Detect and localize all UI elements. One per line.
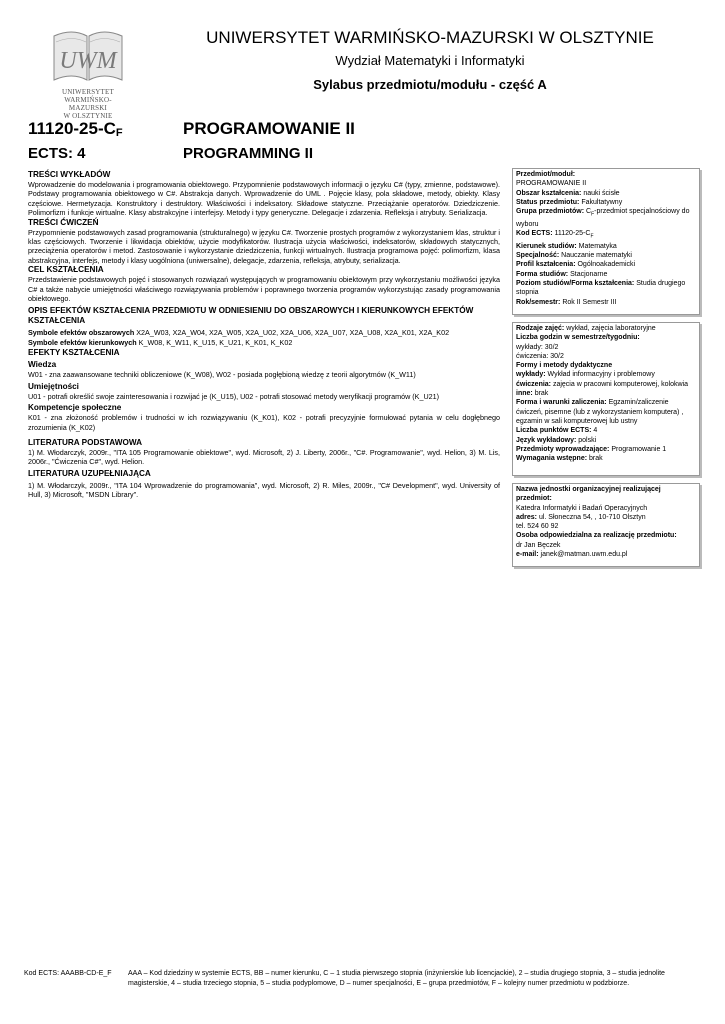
unit-info-box — [512, 483, 700, 567]
outcomes-heading: EFEKTY KSZTAŁCENIA — [28, 348, 120, 358]
supplementary-literature-text: 1) M. Włodarczyk, 2009r., "ITA 104 Wprowadzenie do programowania", wyd. Microsoft, 2) R. Miles, 2009r., "C# Development", wyd. University of Hull, 3) Microsoft, "MSDN Library". — [28, 480, 500, 500]
exercises-hours: ćwiczenia: 30/2 — [516, 352, 564, 360]
course-ects: ECTS: 4 — [28, 145, 86, 162]
competences-heading: Kompetencje społeczne — [28, 403, 122, 413]
status-row: Status przedmiotu: Fakultatywny — [516, 198, 623, 206]
responsible-label: Osoba odpowiedzialna za realizację przedmiotu: — [516, 532, 677, 540]
outcomes-description-heading: OPIS EFEKTÓW KSZTAŁCENIA PRZEDMIOTU W ODNIESIENIU DO OBSZAROWYCH I KIERUNKOWYCH EFEKTÓW KSZTAŁCENIA — [28, 306, 474, 326]
svg-text:UWM: UWM — [59, 48, 117, 74]
requirements-row: Wymagania wstępne: brak — [516, 455, 603, 463]
course-title-pl: PROGRAMOWANIE II — [183, 119, 355, 138]
logo-text-3: W OLSZTYNIE — [63, 112, 113, 120]
syllabus-title: Sylabus przedmiotu/modułu - część A — [313, 77, 547, 92]
level-row: Poziom studiów/Forma kształcenia: Studia drugiego stopnia — [516, 280, 686, 297]
ects-code-row: Kod ECTS: $11120-25-C_F$ — [516, 230, 594, 240]
group-row: Grupa przedmiotów: $C_F$-przedmiot specjalnościowy do wyboru — [516, 208, 690, 228]
address-row: adres: ul. Słoneczna 54, , 10-710 Olsztyn — [516, 513, 646, 521]
lectures-text: Wprowadzenie do modelowania i programowania obiektowego. Przypomnienie podstawowych informacji o języku C# (typy, zmienne, podstawowe). Podstawy programowania obiektowego w C#. Abstrakcja danych. Wprowadzenie do UML . Pojęcie klasy, pola składowe, metody, obiekty. Klasy częściowe. Hermetyzacja. Konstruktory i destruktory. Właściwości i indeksatory. Składowe statyczne. Przeciążanie operatorów. Dziedziczenie. Polimorfizm i funkcje wirtualne. Klasy abstrakcyjne i interfejsy. Metody i typy generyczne. Delegacje i zdarzenia. Refleksja i atrybuty. Serializacja. — [28, 180, 500, 218]
field-row: Kierunek studiów: Matematyka — [516, 242, 617, 250]
unit-label: Nazwa jednostki organizacyjnej realizującej przedmiot: — [516, 486, 661, 503]
goal-text: Przedstawienie podstawowych pojęć i stosowanych rozwiązań występujących w programowaniu obiektowym przy wykorzystaniu możliwości języka C# a także nabycie umiejętności właściwego rozwiązywania problemów i poprawnego tworzenia programów wykorzystując zasady programowania obiektowego. — [28, 275, 500, 304]
skills-text: U01 - potrafi określić swoje zainteresowania i rozwijać je (K_U15), U02 - potrafi stosować metody weryfikacji programów (K_U21) — [28, 391, 440, 401]
basic-literature-heading: LITERATURA PODSTAWOWA — [28, 437, 143, 447]
language-row: Język wykładowy: polski — [516, 436, 597, 444]
study-form-row: Forma studiów: Stacjonarne — [516, 270, 608, 278]
knowledge-text: W01 - zna zaawansowane techniki obliczeniowe (K_W08), W02 - posiada pogłębioną wiedzę z teorii algorytmów (K_W11) — [28, 370, 416, 380]
unit-name: Katedra Informatyki i Badań Operacyjnych — [516, 504, 648, 512]
faculty-name: Wydział Matematyki i Informatyki — [335, 53, 525, 68]
exercises-heading: TREŚCI ĆWICZEŃ — [28, 217, 99, 227]
subject-row: Przedmiot/moduł: — [516, 171, 576, 178]
field-symbols: Symbole efektów kierunkowych K_W08, K_W11, K_U15, K_U21, K_K01, K_K02 — [28, 337, 293, 347]
lecture-method-row: wykłady: Wykład informacyjny i problemowy — [516, 371, 655, 379]
email-row: e-mail: janek@matman.uwm.edu.pl — [516, 551, 628, 559]
assessment-row: Forma i warunki zaliczenia: Egzamin/zaliczenie ćwiczeń, pisemne (lub z wykorzystaniem komputera) , egzamin w sali komputerowej lub ustny — [516, 399, 684, 425]
subject-value: PROGRAMOWANIE II — [516, 180, 587, 188]
main-content — [28, 170, 500, 500]
methods-row: Formy i metody dydaktyczne — [516, 362, 613, 370]
basic-literature-text: 1) M. Włodarczyk, 2009r., "ITA 105 Programowanie obiektowe", wyd. Microsoft, 2) J. Liberty, 2006r., "C#. Programowanie", wyd. Helion, 3) M. Lis, 2006r., "Ćwiczenia C#", wyd. Helion. — [28, 447, 500, 467]
profile-row: Profil kształcenia: Ogólnoakademicki — [516, 261, 636, 269]
other-method-row: inne: brak — [516, 390, 549, 398]
area-row: Obszar kształcenia: nauki ścisłe — [516, 189, 620, 197]
skills-heading: Umiejętności — [28, 381, 79, 391]
lectures-heading: TREŚCI WYKŁADÓW — [28, 170, 111, 179]
logo-text-1: UNIWERSYTET — [62, 88, 114, 96]
course-code: $11120-25-C_F$ — [28, 119, 123, 139]
footer-code-format: Kod ECTS: AAABB-CD-E_F — [24, 970, 112, 977]
knowledge-heading: Wiedza — [28, 360, 57, 370]
course-title-en: PROGRAMMING II — [183, 145, 313, 162]
lectures-hours: wykłady: 30/2 — [516, 343, 559, 351]
university-logo — [48, 22, 128, 120]
year-row: Rok/semestr: Rok II Semestr III — [516, 298, 617, 306]
responsible-name: dr Jan Bęczek — [516, 541, 561, 549]
classes-info-box — [512, 322, 700, 476]
ects-points-row: Liczba punktów ECTS: 4 — [516, 427, 598, 435]
exercise-method-row: ćwiczenia: zajęcia w pracowni komputerowej, kolokwia — [516, 380, 688, 388]
hours-row: Liczba godzin w semestrze/tygodniu: — [516, 334, 640, 342]
specialty-row: Specjalność: Nauczanie matematyki — [516, 252, 632, 260]
course-info-box — [512, 168, 700, 315]
area-symbols: Symbole efektów obszarowych X2A_W03, X2A_W04, X2A_W05, X2A_U02, X2A_U06, X2A_U07, X2A_U08, X2A_K01, X2A_K02 — [28, 328, 450, 338]
class-types-row: Rodzaje zajęć: wykład, zajęcia laboratoryjne — [516, 325, 656, 332]
footer-legend: AAA – Kod dziedziny w systemie ECTS, BB – numer kierunku, C – 1 studia pierwszego stopnia (inżynierskie lub licencjackie), 2 – studia drugiego stopnia, 3 – studia jednolite magisterskie, 4 – studia trzeciego stopnia, 5 – studia podyplomowe, D – numer specjalności, E – grupa przedmiotów, F – kolejny numer przedmiotu w podzbiorze. — [128, 970, 665, 987]
book-logo-icon — [48, 22, 128, 88]
logo-text-2: WARMIŃSKO-MAZURSKI — [64, 96, 112, 112]
supplementary-literature-heading: LITERATURA UZUPEŁNIAJĄCA — [28, 468, 151, 478]
competences-text: K01 - zna złożoność problemów i trudności w ich rozwiązywaniu (K_K01), K02 - potrafi precyzyjnie formułować pytania w celu dogłębnego zrozumienia (K_K02) — [28, 413, 500, 432]
exercises-text: Przypomnienie podstawowych zasad programowania (strukturalnego) w języku C#. Tworzenie prostych programów z wykorzystaniem klas, struktur i klas częściowych. Tworzenie i likwidacja obiektów, użycie modyfikatorów. Ilustracja użycia właściwości, indeksatorów, składowych statycznych, przeciążenia operatorów i metod. Zastosowanie i wykorzystanie dziedziczenia, funkcji wirtualnych. Ilustracja programowa pojęć: polimorfizm, klasa abstrakcyjna, interfejs, metody i klasy uogólniona (uniwersalne), delegacje, zdarzenia, refleksja, atrybuty, serializacja. — [28, 227, 500, 265]
university-name: UNIWERSYTET WARMIŃSKO-MAZURSKI W OLSZTYNIE — [206, 28, 654, 47]
goal-heading: CEL KSZTAŁCENIA — [28, 265, 104, 275]
prerequisite-subjects-row: Przedmioty wprowadzające: Programowanie 1 — [516, 445, 667, 453]
phone-row: tel. 524 60 92 — [516, 523, 559, 531]
